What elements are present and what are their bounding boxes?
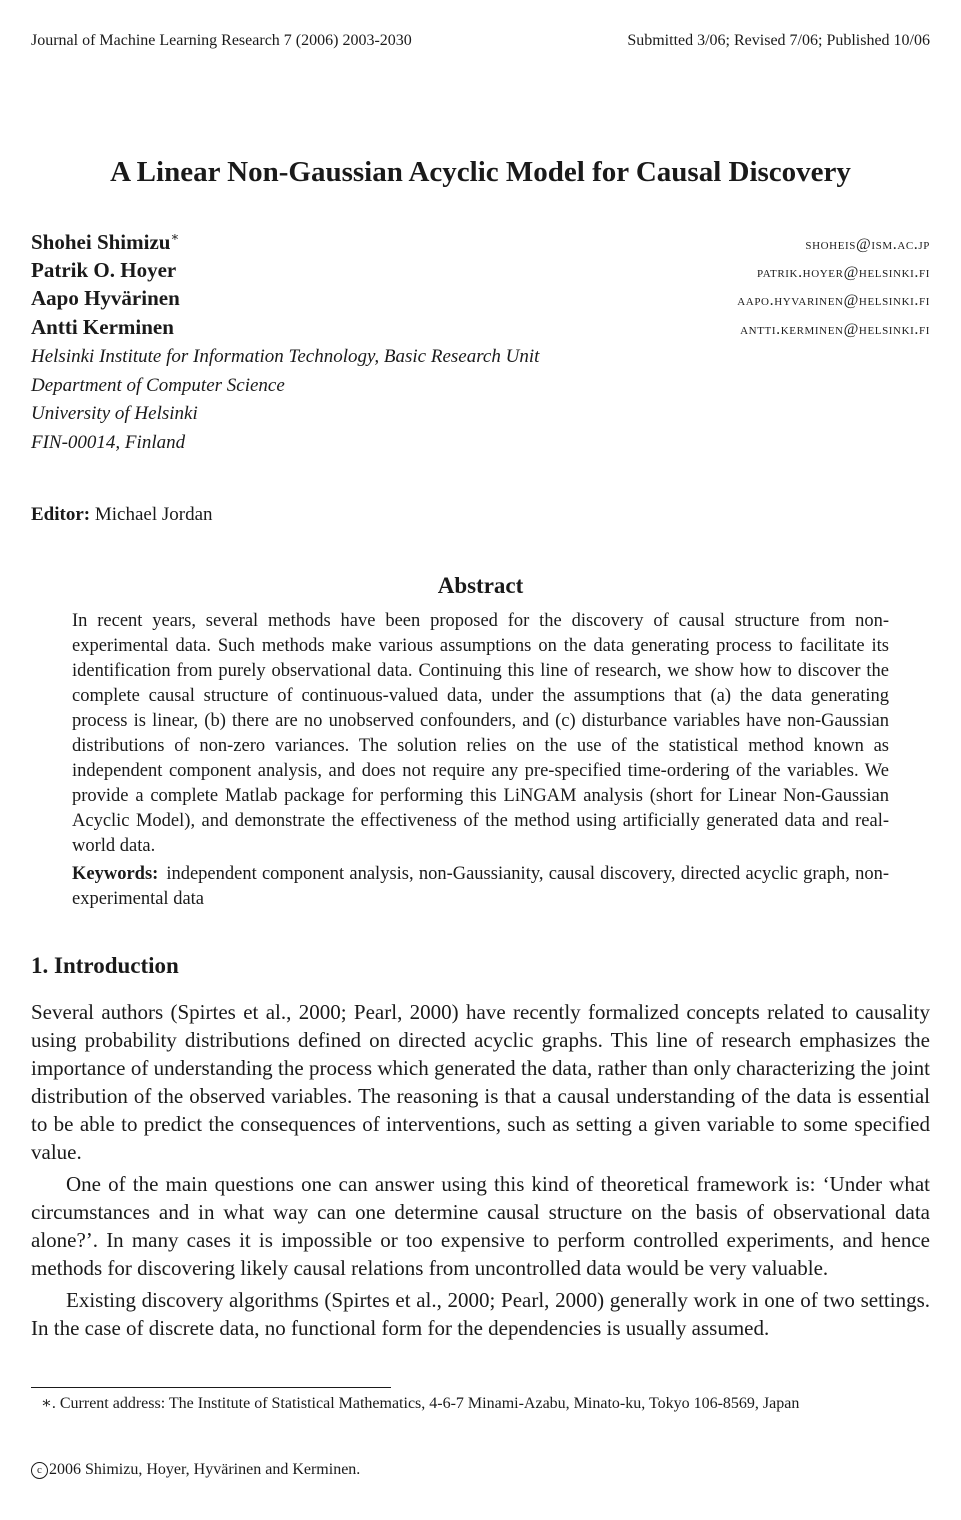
author-row: [31, 315, 930, 344]
footnote-mark: ∗: [170, 229, 180, 244]
keywords-list: independent component analysis, non-Gaussianity, causal discovery, directed acyclic graph, non-experimental data: [72, 864, 889, 909]
keywords-label: Keywords:: [72, 864, 159, 884]
paragraph: Several authors (Spirtes et al., 2000; Pearl, 2000) have recently formalized concepts related to causality using probability distributions defined on directed acyclic graphs. This line of research emphasizes the importance of understanding the process which generated the data, rather than only characterizing the joint distribution of the observed variables. The reasoning is that a causal understanding of the data is essential to be able to predict the consequences of interventions, such as setting a given variable to some specified value.: [31, 1000, 930, 1164]
abstract-heading: Abstract: [437, 573, 524, 598]
author-email[interactable]: shoheis@ism.ac.jp: [805, 236, 930, 253]
affiliation-line: Department of Computer Science: [31, 374, 285, 396]
author-email[interactable]: aapo.hyvarinen@helsinki.fi: [737, 292, 930, 309]
author-email[interactable]: patrik.hoyer@helsinki.fi: [756, 263, 930, 281]
paragraph: One of the main questions one can answer using this kind of theoretical framework is: ‘Under what circumstances and in what way can one determine causal structure on the basis of observational data alone?’. In many cases it is impossible or too expensive to perform controlled experiments, and hence methods for discovering likely causal relations from uncontrolled data would be very valuable.: [31, 1172, 930, 1280]
author-block: [31, 229, 930, 457]
editor-line: [31, 502, 213, 528]
submission-dates: Submitted 3/06; Revised 7/06; Published 10/06: [627, 32, 930, 49]
section-heading: 1. Introduction: [31, 953, 179, 978]
author-row: [31, 258, 930, 287]
paper-title: A Linear Non-Gaussian Acyclic Model for Causal Discovery: [110, 156, 851, 188]
affiliation-line: Helsinki Institute for Information Technology, Basic Research Unit: [31, 346, 540, 367]
abstract-text: In recent years, several methods have been proposed for the discovery of causal structure from non-experimental data. Such methods make various assumptions on the data generating process to facilitate its identification from purely observational data. Continuing this line of research, we show how to discover the complete causal structure of continuous-valued data, under the assumptions that (a) the data generating process is linear, (b) there are no unobserved confounders, and (c) disturbance variables have non-Gaussian distributions of non-zero variances. The solution relies on the use of the statistical method known as independent component analysis, and does not require any pre-specified time-ordering of the variables. We provide a complete Matlab package for performing this LiNGAM analysis (short for Linear Non-Gaussian Acyclic Model), and demonstrate the effectiveness of the method using artificially generated data and real-world data.: [72, 611, 889, 856]
author-name: Antti Kerminen: [31, 314, 174, 339]
editor-name: Michael Jordan: [94, 504, 213, 525]
introduction-body: [31, 998, 930, 1346]
author-name: Aapo Hyvärinen: [31, 286, 180, 310]
editor-label: Editor:: [31, 504, 91, 525]
copyright: [31, 1459, 360, 1481]
author-name: Patrik O. Hoyer: [31, 257, 177, 282]
copyright-text: 2006 Shimizu, Hoyer, Hyvärinen and Kerminen.: [49, 1461, 361, 1478]
copyright-icon: c: [31, 1462, 48, 1479]
author-name: Shohei Shimizu∗: [31, 229, 180, 254]
author-row: [31, 286, 930, 315]
footnote-divider: [31, 1387, 391, 1388]
affiliation-line: FIN-00014, Finland: [31, 431, 186, 453]
footnote: ∗. Current address: The Institute of Statistical Mathematics, 4-6-7 Minami-Azabu, Minato-ku, Tokyo 106-8569, Japan: [41, 1395, 800, 1412]
keywords: [72, 862, 889, 912]
paragraph: Existing discovery algorithms (Spirtes et al., 2000; Pearl, 2000) generally work in one of two settings. In the case of discrete data, no functional form for the dependencies is usually assumed.: [31, 1288, 930, 1340]
author-email[interactable]: antti.kerminen@helsinki.fi: [740, 320, 930, 338]
journal-header: Journal of Machine Learning Research 7 (2006) 2003-2030: [31, 32, 412, 49]
author-row: [31, 229, 930, 258]
affiliation-line: University of Helsinki: [31, 403, 198, 424]
